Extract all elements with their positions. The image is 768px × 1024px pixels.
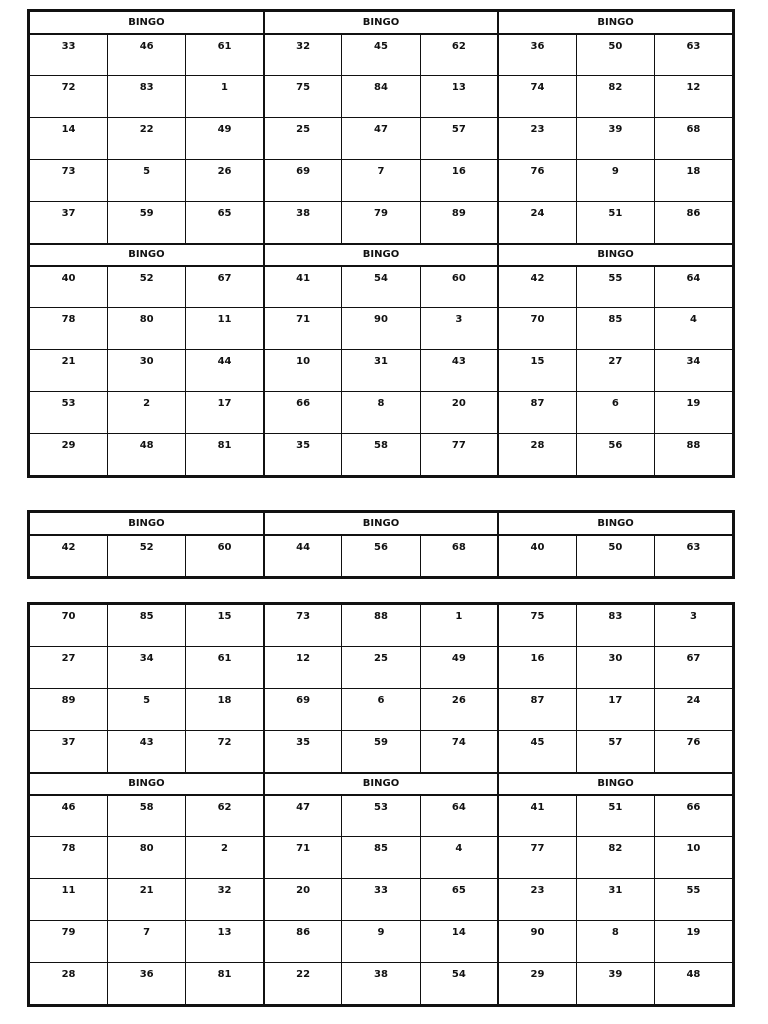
- bingo-number-cell: 28: [498, 434, 576, 476]
- bingo-number-cell: 18: [186, 689, 264, 731]
- bingo-number-cell: 40: [498, 535, 576, 577]
- bingo-number-cell: 90: [342, 308, 420, 350]
- card-title: BINGO: [498, 513, 732, 535]
- bingo-sheet-1: [27, 9, 735, 478]
- bingo-number-cell: 72: [186, 731, 264, 773]
- bingo-number-cell: 70: [30, 605, 108, 647]
- bingo-number-cell: 44: [186, 350, 264, 392]
- bingo-number-cell: 41: [498, 795, 576, 837]
- card-title: BINGO: [30, 244, 264, 266]
- bingo-number-cell: 65: [420, 879, 498, 921]
- bingo-number-cell: 52: [108, 266, 186, 308]
- bingo-number-cell: 81: [186, 963, 264, 1005]
- bingo-number-cell: 75: [498, 605, 576, 647]
- table-row: [30, 202, 733, 244]
- bingo-number-cell: 85: [342, 837, 420, 879]
- bingo-number-cell: 31: [576, 879, 654, 921]
- bingo-number-cell: 66: [654, 795, 732, 837]
- bingo-number-cell: 1: [186, 76, 264, 118]
- bingo-number-cell: 69: [264, 689, 342, 731]
- bingo-number-cell: 29: [498, 963, 576, 1005]
- bingo-number-cell: 53: [342, 795, 420, 837]
- bingo-number-cell: 46: [30, 795, 108, 837]
- table-row: [30, 350, 733, 392]
- bingo-number-cell: 5: [108, 689, 186, 731]
- bingo-number-cell: 14: [30, 118, 108, 160]
- bingo-number-cell: 78: [30, 837, 108, 879]
- bingo-number-cell: 55: [576, 266, 654, 308]
- bingo-number-cell: 89: [420, 202, 498, 244]
- bingo-number-cell: 26: [420, 689, 498, 731]
- bingo-number-cell: 35: [264, 434, 342, 476]
- bingo-number-cell: 49: [420, 647, 498, 689]
- bingo-number-cell: 40: [30, 266, 108, 308]
- bingo-number-cell: 71: [264, 837, 342, 879]
- bingo-number-cell: 36: [108, 963, 186, 1005]
- bingo-number-cell: 18: [654, 160, 732, 202]
- bingo-number-cell: 57: [420, 118, 498, 160]
- bingo-number-cell: 30: [576, 647, 654, 689]
- bingo-number-cell: 73: [264, 605, 342, 647]
- bingo-number-cell: 63: [654, 34, 732, 76]
- bingo-number-cell: 34: [108, 647, 186, 689]
- bingo-number-cell: 6: [342, 689, 420, 731]
- bingo-number-cell: 59: [108, 202, 186, 244]
- bingo-number-cell: 4: [420, 837, 498, 879]
- table-row: [30, 392, 733, 434]
- bingo-number-cell: 88: [654, 434, 732, 476]
- bingo-number-cell: 10: [654, 837, 732, 879]
- table-row: [30, 434, 733, 476]
- bingo-number-cell: 1: [420, 605, 498, 647]
- bingo-number-cell: 69: [264, 160, 342, 202]
- bingo-number-cell: 8: [342, 392, 420, 434]
- bingo-number-cell: 88: [342, 605, 420, 647]
- bingo-number-cell: 12: [264, 647, 342, 689]
- table-row: [30, 921, 733, 963]
- bingo-number-cell: 79: [30, 921, 108, 963]
- bingo-number-cell: 66: [264, 392, 342, 434]
- bingo-number-cell: 4: [654, 308, 732, 350]
- bingo-number-cell: 32: [186, 879, 264, 921]
- bingo-number-cell: 63: [654, 535, 732, 577]
- bingo-number-cell: 31: [342, 350, 420, 392]
- bingo-number-cell: 29: [30, 434, 108, 476]
- bingo-number-cell: 71: [264, 308, 342, 350]
- table-row: [30, 731, 733, 773]
- bingo-number-cell: 54: [342, 266, 420, 308]
- table-row: [30, 647, 733, 689]
- bingo-number-cell: 17: [576, 689, 654, 731]
- bingo-table-2: [29, 512, 733, 577]
- card-header-row: [30, 773, 733, 795]
- bingo-number-cell: 72: [30, 76, 108, 118]
- card-title: BINGO: [264, 12, 498, 34]
- bingo-number-cell: 76: [498, 160, 576, 202]
- bingo-number-cell: 83: [576, 605, 654, 647]
- bingo-number-cell: 68: [654, 118, 732, 160]
- bingo-number-cell: 26: [186, 160, 264, 202]
- bingo-number-cell: 16: [498, 647, 576, 689]
- bingo-number-cell: 48: [654, 963, 732, 1005]
- bingo-number-cell: 24: [498, 202, 576, 244]
- bingo-number-cell: 7: [342, 160, 420, 202]
- card-title: BINGO: [30, 12, 264, 34]
- bingo-number-cell: 86: [654, 202, 732, 244]
- bingo-number-cell: 27: [30, 647, 108, 689]
- table-row: [30, 118, 733, 160]
- bingo-number-cell: 51: [576, 795, 654, 837]
- bingo-number-cell: 35: [264, 731, 342, 773]
- table-row: [30, 266, 733, 308]
- bingo-number-cell: 58: [342, 434, 420, 476]
- bingo-number-cell: 8: [576, 921, 654, 963]
- bingo-number-cell: 47: [264, 795, 342, 837]
- bingo-number-cell: 77: [498, 837, 576, 879]
- bingo-number-cell: 11: [30, 879, 108, 921]
- bingo-number-cell: 37: [30, 731, 108, 773]
- bingo-number-cell: 85: [576, 308, 654, 350]
- table-row: [30, 160, 733, 202]
- bingo-number-cell: 42: [30, 535, 108, 577]
- table-row: [30, 879, 733, 921]
- bingo-number-cell: 87: [498, 392, 576, 434]
- bingo-number-cell: 57: [576, 731, 654, 773]
- bingo-sheet-2: [27, 510, 735, 579]
- bingo-number-cell: 22: [108, 118, 186, 160]
- bingo-number-cell: 10: [264, 350, 342, 392]
- bingo-number-cell: 61: [186, 34, 264, 76]
- bingo-number-cell: 39: [576, 118, 654, 160]
- bingo-table-3: [29, 604, 733, 1005]
- bingo-number-cell: 76: [654, 731, 732, 773]
- bingo-number-cell: 81: [186, 434, 264, 476]
- bingo-number-cell: 60: [186, 535, 264, 577]
- bingo-number-cell: 21: [30, 350, 108, 392]
- bingo-number-cell: 45: [342, 34, 420, 76]
- bingo-number-cell: 25: [264, 118, 342, 160]
- bingo-sheet-3: [27, 602, 735, 1007]
- bingo-number-cell: 22: [264, 963, 342, 1005]
- bingo-number-cell: 38: [342, 963, 420, 1005]
- bingo-number-cell: 75: [264, 76, 342, 118]
- bingo-number-cell: 64: [654, 266, 732, 308]
- bingo-number-cell: 41: [264, 266, 342, 308]
- bingo-number-cell: 39: [576, 963, 654, 1005]
- bingo-number-cell: 79: [342, 202, 420, 244]
- table-row: [30, 795, 733, 837]
- table-row: [30, 308, 733, 350]
- bingo-number-cell: 89: [30, 689, 108, 731]
- card-title: BINGO: [498, 12, 732, 34]
- bingo-number-cell: 19: [654, 392, 732, 434]
- card-title: BINGO: [30, 513, 264, 535]
- bingo-number-cell: 90: [498, 921, 576, 963]
- bingo-number-cell: 73: [30, 160, 108, 202]
- bingo-number-cell: 56: [576, 434, 654, 476]
- bingo-number-cell: 82: [576, 76, 654, 118]
- bingo-number-cell: 25: [342, 647, 420, 689]
- bingo-number-cell: 12: [654, 76, 732, 118]
- bingo-number-cell: 6: [576, 392, 654, 434]
- bingo-number-cell: 13: [186, 921, 264, 963]
- table-row: [30, 34, 733, 76]
- table-row: [30, 689, 733, 731]
- bingo-number-cell: 52: [108, 535, 186, 577]
- bingo-number-cell: 51: [576, 202, 654, 244]
- card-title: BINGO: [264, 244, 498, 266]
- bingo-number-cell: 23: [498, 879, 576, 921]
- bingo-number-cell: 30: [108, 350, 186, 392]
- bingo-number-cell: 65: [186, 202, 264, 244]
- table-row: [30, 605, 733, 647]
- bingo-number-cell: 16: [420, 160, 498, 202]
- bingo-number-cell: 2: [186, 837, 264, 879]
- bingo-number-cell: 43: [420, 350, 498, 392]
- bingo-number-cell: 70: [498, 308, 576, 350]
- bingo-number-cell: 62: [186, 795, 264, 837]
- bingo-number-cell: 38: [264, 202, 342, 244]
- bingo-number-cell: 78: [30, 308, 108, 350]
- bingo-number-cell: 46: [108, 34, 186, 76]
- bingo-number-cell: 5: [108, 160, 186, 202]
- bingo-number-cell: 87: [498, 689, 576, 731]
- card-title: BINGO: [264, 773, 498, 795]
- card-header-row: [30, 513, 733, 535]
- bingo-number-cell: 74: [420, 731, 498, 773]
- table-row: [30, 837, 733, 879]
- bingo-number-cell: 15: [498, 350, 576, 392]
- bingo-number-cell: 2: [108, 392, 186, 434]
- bingo-number-cell: 64: [420, 795, 498, 837]
- bingo-number-cell: 20: [264, 879, 342, 921]
- bingo-number-cell: 53: [30, 392, 108, 434]
- bingo-number-cell: 80: [108, 308, 186, 350]
- bingo-number-cell: 3: [654, 605, 732, 647]
- bingo-number-cell: 84: [342, 76, 420, 118]
- card-title: BINGO: [498, 244, 732, 266]
- bingo-number-cell: 28: [30, 963, 108, 1005]
- card-header-row: [30, 244, 733, 266]
- bingo-number-cell: 77: [420, 434, 498, 476]
- bingo-number-cell: 42: [498, 266, 576, 308]
- bingo-number-cell: 85: [108, 605, 186, 647]
- bingo-number-cell: 74: [498, 76, 576, 118]
- bingo-number-cell: 82: [576, 837, 654, 879]
- bingo-number-cell: 34: [654, 350, 732, 392]
- bingo-number-cell: 9: [342, 921, 420, 963]
- card-header-row: [30, 12, 733, 34]
- table-row: [30, 76, 733, 118]
- bingo-number-cell: 23: [498, 118, 576, 160]
- card-title: BINGO: [264, 513, 498, 535]
- bingo-number-cell: 67: [654, 647, 732, 689]
- bingo-number-cell: 50: [576, 34, 654, 76]
- bingo-number-cell: 67: [186, 266, 264, 308]
- bingo-number-cell: 24: [654, 689, 732, 731]
- bingo-number-cell: 56: [342, 535, 420, 577]
- bingo-number-cell: 44: [264, 535, 342, 577]
- bingo-number-cell: 49: [186, 118, 264, 160]
- bingo-number-cell: 62: [420, 34, 498, 76]
- bingo-number-cell: 7: [108, 921, 186, 963]
- bingo-number-cell: 48: [108, 434, 186, 476]
- table-row: [30, 535, 733, 577]
- bingo-number-cell: 36: [498, 34, 576, 76]
- bingo-table-1: [29, 11, 733, 476]
- bingo-number-cell: 3: [420, 308, 498, 350]
- bingo-number-cell: 43: [108, 731, 186, 773]
- bingo-number-cell: 47: [342, 118, 420, 160]
- bingo-number-cell: 21: [108, 879, 186, 921]
- card-title: BINGO: [30, 773, 264, 795]
- bingo-number-cell: 54: [420, 963, 498, 1005]
- bingo-number-cell: 68: [420, 535, 498, 577]
- table-row: [30, 963, 733, 1005]
- bingo-number-cell: 14: [420, 921, 498, 963]
- bingo-number-cell: 45: [498, 731, 576, 773]
- bingo-number-cell: 37: [30, 202, 108, 244]
- card-title: BINGO: [498, 773, 732, 795]
- bingo-number-cell: 13: [420, 76, 498, 118]
- bingo-number-cell: 83: [108, 76, 186, 118]
- bingo-number-cell: 61: [186, 647, 264, 689]
- bingo-number-cell: 80: [108, 837, 186, 879]
- bingo-number-cell: 50: [576, 535, 654, 577]
- bingo-number-cell: 60: [420, 266, 498, 308]
- bingo-number-cell: 20: [420, 392, 498, 434]
- bingo-number-cell: 17: [186, 392, 264, 434]
- bingo-number-cell: 19: [654, 921, 732, 963]
- bingo-number-cell: 11: [186, 308, 264, 350]
- bingo-number-cell: 86: [264, 921, 342, 963]
- bingo-number-cell: 15: [186, 605, 264, 647]
- bingo-number-cell: 9: [576, 160, 654, 202]
- bingo-number-cell: 33: [30, 34, 108, 76]
- bingo-number-cell: 32: [264, 34, 342, 76]
- bingo-number-cell: 58: [108, 795, 186, 837]
- bingo-number-cell: 55: [654, 879, 732, 921]
- bingo-number-cell: 27: [576, 350, 654, 392]
- bingo-number-cell: 59: [342, 731, 420, 773]
- bingo-number-cell: 33: [342, 879, 420, 921]
